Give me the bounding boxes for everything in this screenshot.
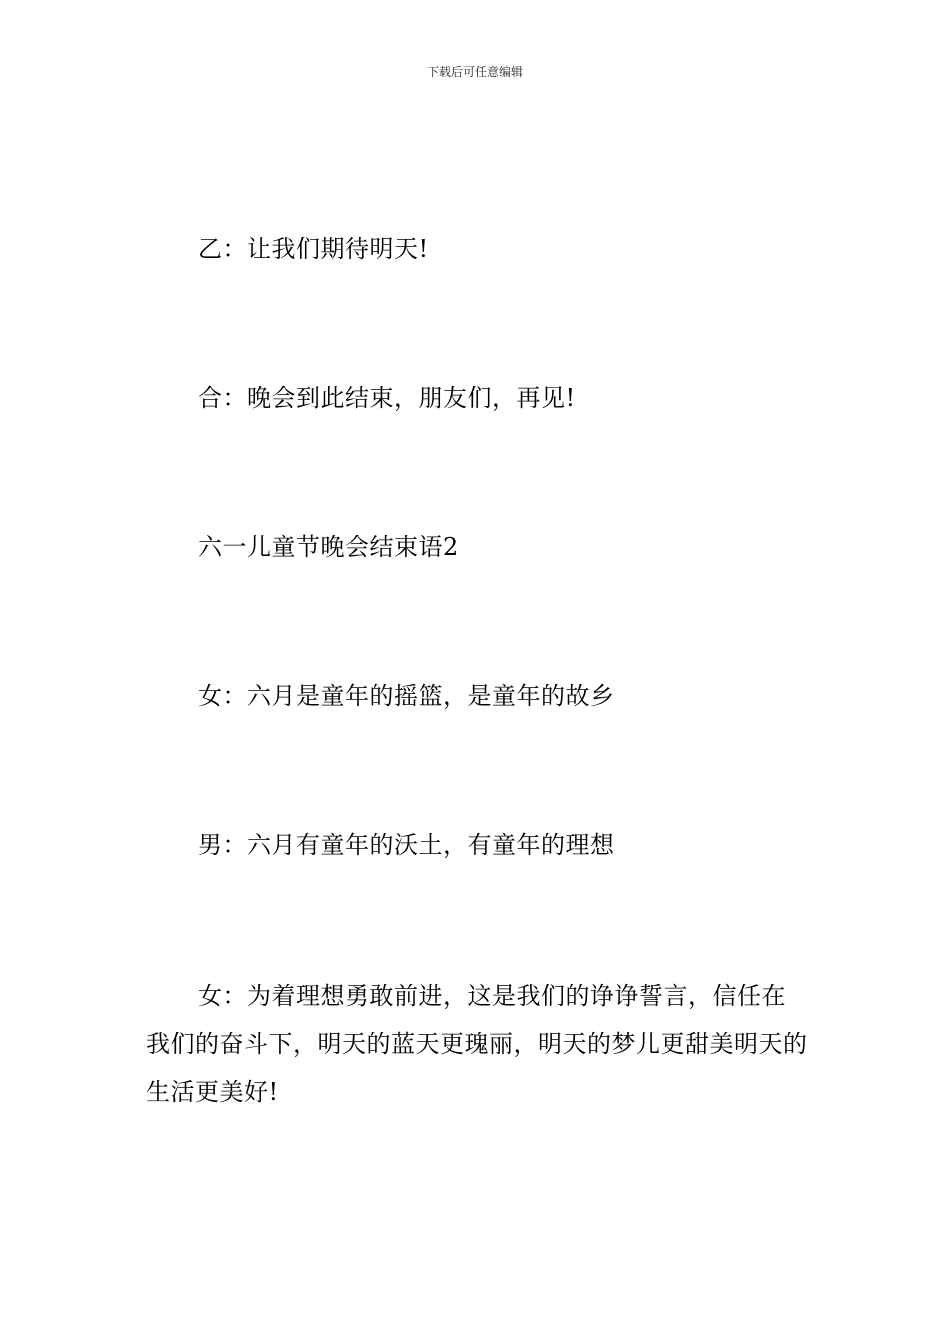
section-title: 六一儿童节晚会结束语2 bbox=[198, 533, 459, 561]
paragraph-male-line: 男：六月有童年的沃土，有童年的理想 bbox=[198, 831, 615, 859]
page-header: 下载后可任意编辑 bbox=[426, 65, 523, 79]
paragraph-female-line-2: 女：为着理想勇敢前进，这是我们的诤诤誓言，信任在我们的奋斗下，明天的蓝天更瑰丽，明天的梦儿更甜美明天的生活更美好! bbox=[146, 982, 808, 1106]
paragraph-he-farewell: 合：晚会到此结束，朋友们，再见! bbox=[198, 384, 576, 412]
paragraph-female-line-1: 女：六月是童年的摇篮，是童年的故乡 bbox=[198, 682, 615, 710]
paragraph-yi-closing-line: 乙：让我们期待明天! bbox=[198, 235, 429, 263]
